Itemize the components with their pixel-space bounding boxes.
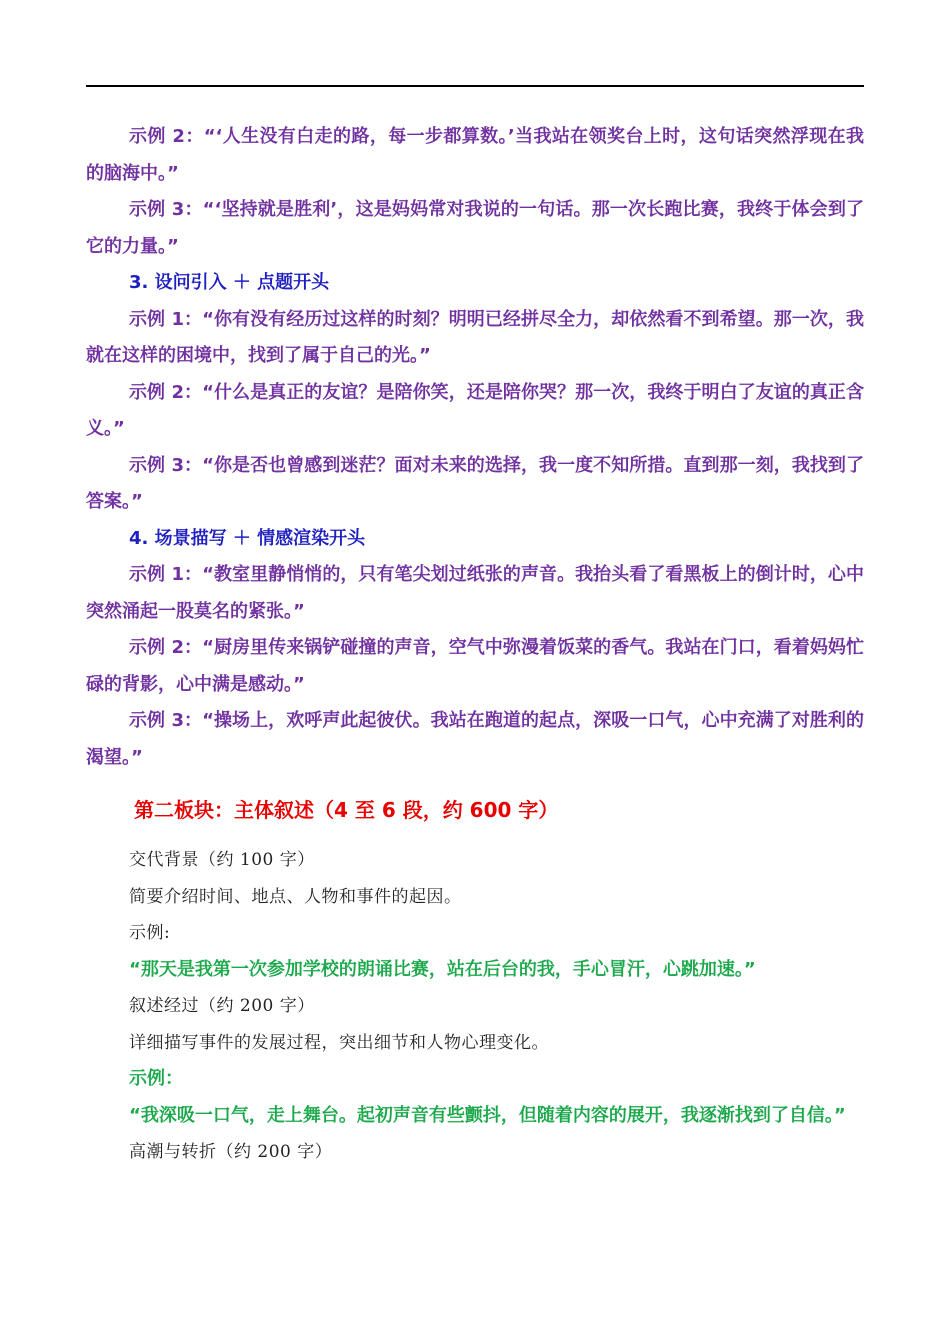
body-text: 简要介绍时间、地点、人物和事件的起因。 — [129, 886, 462, 907]
example-label: 示例: — [129, 923, 171, 943]
document-body — [86, 119, 864, 1171]
example-paragraph: 示例 3：“你是否也曾感到迷茫？面对未来的选择，我一度不知所措。直到那一刻，我找到了答案。” — [86, 454, 864, 512]
section-heading: 第二板块：主体叙述（4 至 6 段，约 600 字） — [134, 798, 559, 822]
example-paragraph: 示例 3：“操场上，欢呼声此起彼伏。我站在跑道的起点，深吸一口气，心中充满了对胜利的渴望。” — [86, 710, 864, 768]
example-paragraph: 示例 1：“你有没有经历过这样的时刻？明明已经拼尽全力，却依然看不到希望。那一次，我就在这样的困境中，找到了属于自己的光。” — [86, 308, 864, 366]
example-quote: “我深吸一口气，走上舞台。起初声音有些颤抖，但随着内容的展开，我逐渐找到了自信。” — [129, 1104, 846, 1126]
body-text: 详细描写事件的发展过程，突出细节和人物心理变化。 — [129, 1032, 549, 1053]
example-paragraph: 示例 1：“教室里静悄悄的，只有笔尖划过纸张的声音。我抬头看了看黑板上的倒计时，心中突然涌起一股莫名的紧张。” — [86, 564, 864, 622]
example-paragraph: 示例 2：“什么是真正的友谊？是陪你笑，还是陪你哭？那一次，我终于明白了友谊的真正含义。” — [86, 381, 864, 439]
header-rule — [86, 85, 864, 87]
example-paragraph: 示例 2：“厨房里传来锅铲碰撞的声音，空气中弥漫着饭菜的香气。我站在门口，看着妈妈忙碌的背影，心中满是感动。” — [86, 637, 864, 695]
body-text: 叙述经过（约 200 字） — [129, 996, 315, 1016]
example-label: 示例： — [129, 1068, 183, 1089]
body-text: 交代背景（约 100 字） — [129, 850, 315, 870]
subheading: 3. 设问引入 ＋ 点题开头 — [129, 272, 330, 293]
example-quote: “那天是我第一次参加学校的朗诵比赛，站在后台的我，手心冒汗，心跳加速。” — [129, 958, 756, 980]
example-paragraph: 示例 3：“‘坚持就是胜利’，这是妈妈常对我说的一句话。那一次长跑比赛，我终于体会到了它的力量。” — [86, 199, 864, 257]
body-text: 高潮与转折（约 200 字） — [129, 1142, 333, 1162]
example-paragraph: 示例 2：“‘人生没有白走的路，每一步都算数。’当我站在领奖台上时，这句话突然浮现在我的脑海中。” — [86, 126, 864, 184]
subheading: 4. 场景描写 ＋ 情感渲染开头 — [129, 527, 366, 549]
